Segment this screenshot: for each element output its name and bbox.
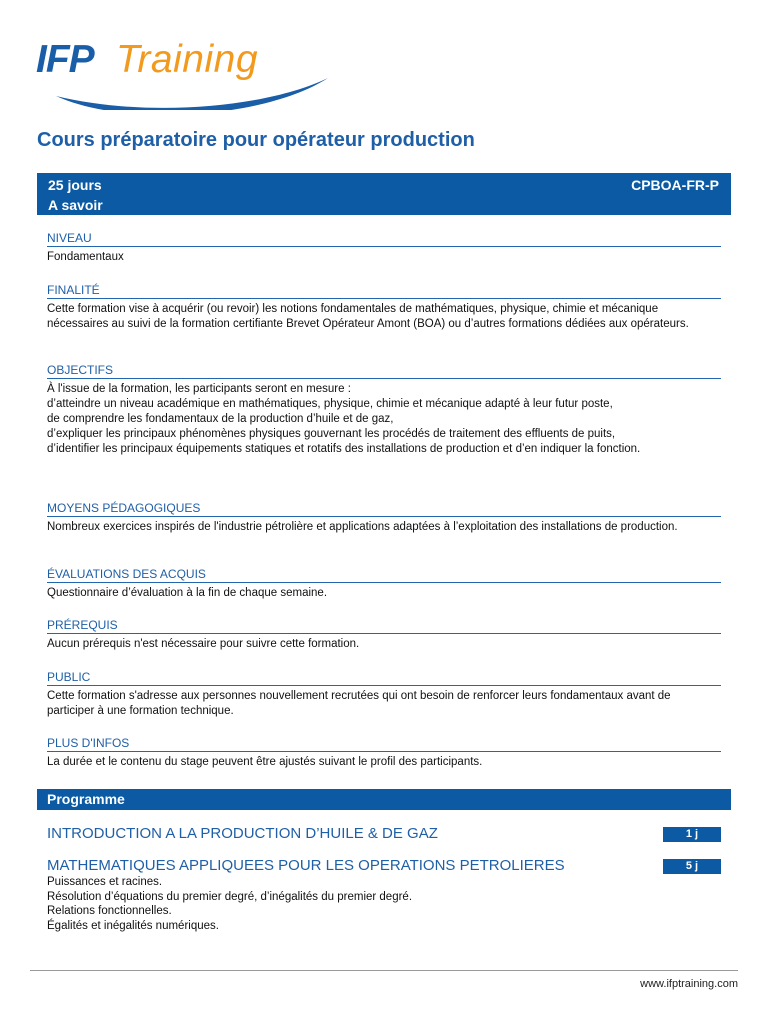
module-title: MATHEMATIQUES APPLIQUEES POUR LES OPERATIONS PETROLIERES <box>47 857 565 874</box>
ifp-training-logo <box>36 38 336 110</box>
programme-bar <box>37 789 731 810</box>
logo-training-text: Training <box>116 38 259 81</box>
objective-line: de comprendre les fondamentaux de la production d’huile et de gaz, <box>47 413 394 425</box>
objective-line: d’identifier les principaux équipements statiques et rotatifs des installations de production et d’en indiquer la fonction. <box>47 443 641 455</box>
section-text: Cette formation vise à acquérir (ou revoir) les notions fondamentales de mathématiques, physique, chimie et mécanique nécessaires au suivi de la formation certifiante Brevet Opérateur Amont (BOA) ou d’autres formations dédiées aux opérateurs. <box>47 303 689 330</box>
section-plus-infos <box>47 736 721 770</box>
module-duration-badge: 1 j <box>663 827 721 842</box>
section-prerequis <box>47 618 721 652</box>
section-public <box>47 670 721 719</box>
logo-ifp-text: IFP <box>36 38 94 81</box>
objective-line: d’expliquer les principaux phénomènes physiques gouvernant les procédés de traitement des effluents de puits, <box>47 428 616 440</box>
module-item: Puissances et racines. <box>47 876 163 888</box>
programme-module <box>47 825 721 842</box>
page-title: Cours préparatoire pour opérateur production <box>37 129 475 151</box>
section-heading: PLUS D'INFOS <box>47 736 721 752</box>
section-text: La durée et le contenu du stage peuvent être ajustés suivant le profil des participants. <box>47 756 483 768</box>
section-heading: PRÉREQUIS <box>47 618 721 634</box>
section-heading: MOYENS PÉDAGOGIQUES <box>47 501 721 517</box>
section-moyens <box>47 501 721 535</box>
section-objectifs <box>47 363 721 457</box>
footer-divider <box>30 970 738 971</box>
footer-website-link[interactable]: www.ifptraining.com <box>640 978 738 990</box>
section-heading: PUBLIC <box>47 670 721 686</box>
section-text: Questionnaire d’évaluation à la fin de chaque semaine. <box>47 587 328 599</box>
course-code: CPBOA-FR-P <box>631 177 719 193</box>
a-savoir-heading: A savoir <box>48 197 103 213</box>
objective-line: À l'issue de la formation, les participants seront en mesure : <box>47 383 351 395</box>
module-item: Relations fonctionnelles. <box>47 905 172 917</box>
section-text: Fondamentaux <box>47 251 124 263</box>
section-finalite <box>47 283 721 332</box>
section-heading: NIVEAU <box>47 231 721 247</box>
section-heading: FINALITÉ <box>47 283 721 299</box>
module-item: Égalités et inégalités numériques. <box>47 919 219 932</box>
programme-module <box>47 857 721 933</box>
section-text: Aucun prérequis n'est nécessaire pour suivre cette formation. <box>47 638 360 650</box>
module-duration-badge: 5 j <box>663 859 721 874</box>
section-evaluations <box>47 567 721 601</box>
section-niveau <box>47 231 721 265</box>
programme-heading: Programme <box>47 791 125 807</box>
module-title: INTRODUCTION A LA PRODUCTION D’HUILE & DE GAZ <box>47 825 438 842</box>
section-text: Nombreux exercices inspirés de l'industrie pétrolière et applications adaptées à l’exploitation des installations de production. <box>47 521 678 533</box>
objective-line: d’atteindre un niveau académique en mathématiques, physique, chimie et mécanique adapté à leur futur poste, <box>47 398 613 410</box>
module-item: Résolution d’équations du premier degré, d’inégalités du premier degré. <box>47 890 413 903</box>
course-info-bar <box>37 173 731 215</box>
course-duration: 25 jours <box>48 177 102 193</box>
section-heading: ÉVALUATIONS DES ACQUIS <box>47 567 721 583</box>
section-heading: OBJECTIFS <box>47 363 721 379</box>
logo-swoosh-icon <box>36 38 336 110</box>
section-text: Cette formation s'adresse aux personnes nouvellement recrutées qui ont besoin de renforcer leurs fondamentaux avant de participer à une formation technique. <box>47 690 671 717</box>
